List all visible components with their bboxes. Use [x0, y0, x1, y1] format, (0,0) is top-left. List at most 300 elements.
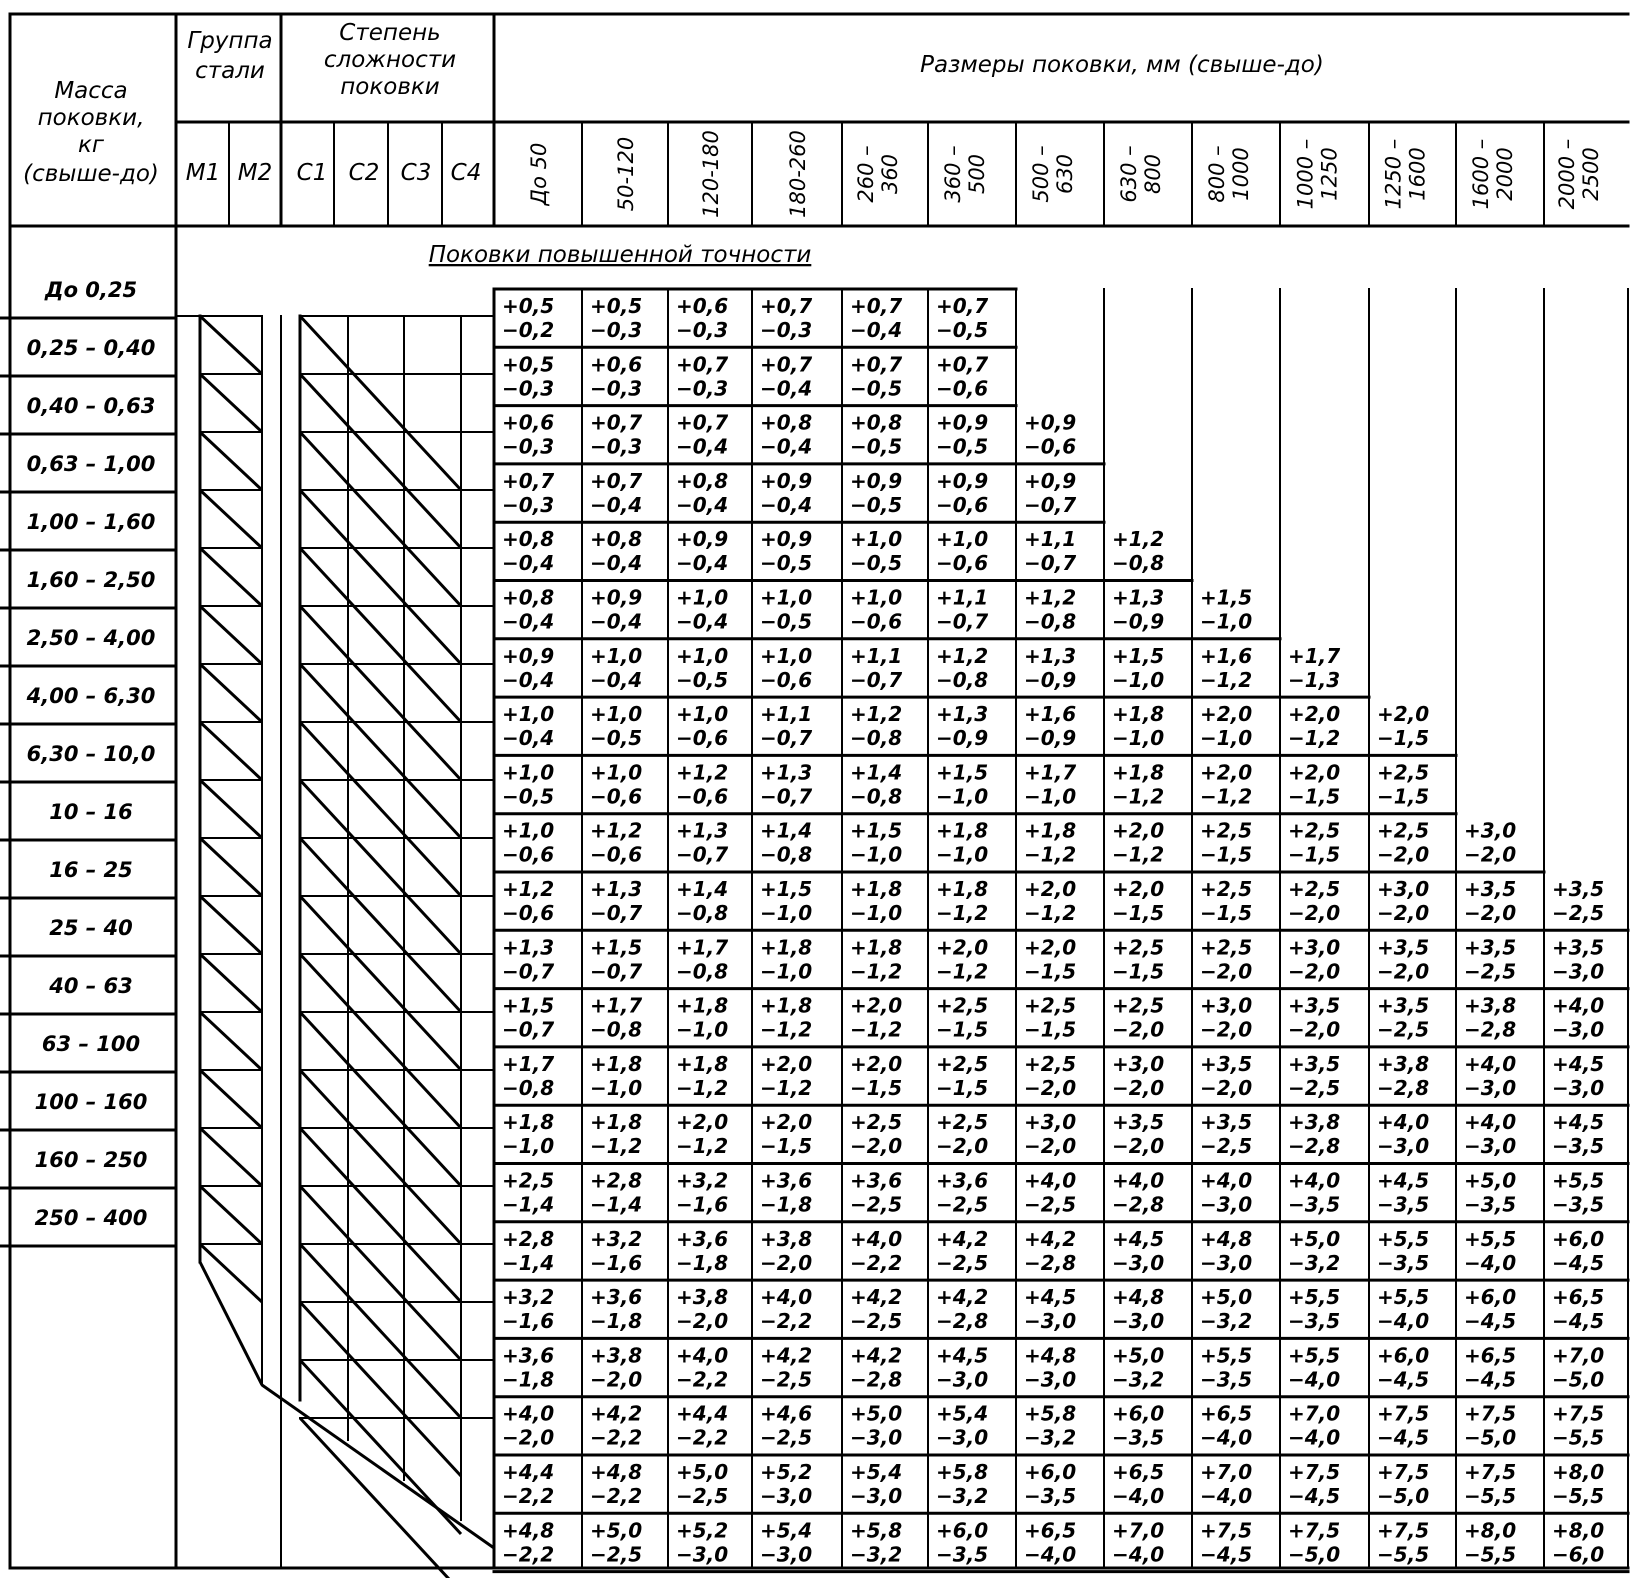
tolerance-cell	[1112, 1518, 1164, 1566]
complexity-diagonal	[300, 722, 461, 896]
tolerance-cell	[1200, 1285, 1252, 1333]
tolerance-upper: +7,0	[1112, 1518, 1165, 1543]
tolerance-lower: −0,3	[760, 318, 813, 342]
tolerance-lower: −3,0	[1464, 1134, 1517, 1159]
steel-group-diagonal	[200, 1070, 262, 1128]
tolerance-cell	[590, 760, 642, 808]
tolerance-upper: +6,5	[1552, 1285, 1605, 1310]
tolerance-cell	[1288, 935, 1340, 983]
tolerance-cell	[1112, 702, 1164, 750]
tolerance-upper: +7,5	[1200, 1518, 1253, 1543]
tolerance-cell	[1464, 1402, 1516, 1450]
tolerance-upper: +5,0	[1464, 1168, 1517, 1193]
complexity-diagonal	[300, 316, 461, 490]
tolerance-upper: +7,5	[1288, 1518, 1341, 1543]
tolerance-cell	[760, 644, 812, 692]
tolerance-upper: +5,5	[1288, 1285, 1341, 1310]
tolerance-upper: +2,5	[1200, 877, 1253, 901]
tolerance-lower: −3,5	[1288, 1192, 1341, 1217]
tolerance-lower: −2,8	[1112, 1192, 1165, 1217]
tolerance-cell	[676, 352, 728, 400]
complexity-diagonal	[300, 606, 461, 780]
tolerance-cell	[590, 1402, 642, 1450]
tolerance-upper: +6,5	[1112, 1460, 1165, 1484]
tolerance-upper: +0,5	[502, 352, 555, 377]
tolerance-lower: −2,0	[1288, 1017, 1341, 1042]
tolerance-lower: −1,2	[850, 1017, 903, 1042]
tolerance-lower: −1,5	[936, 1017, 989, 1042]
tolerance-upper: +0,6	[590, 352, 643, 377]
tolerance-cell	[590, 294, 642, 342]
tolerance-cell	[1024, 644, 1076, 692]
tolerance-lower: −2,0	[1377, 842, 1430, 867]
tolerance-lower: −2,8	[1377, 1075, 1430, 1100]
tolerance-cell	[590, 1343, 642, 1391]
tolerance-cell	[502, 411, 554, 459]
complexity-diagonal	[300, 432, 461, 606]
tolerance-upper: +1,2	[676, 760, 729, 785]
mass-range-label: 2,50 – 4,00	[26, 626, 156, 650]
tolerance-cell	[1200, 819, 1252, 867]
mass-range-label: 160 – 250	[34, 1148, 148, 1172]
steel-group-diagonal	[200, 1128, 262, 1186]
tolerance-cell	[590, 935, 642, 983]
tolerance-upper: +1,4	[850, 760, 903, 785]
tolerance-upper: +1,0	[502, 702, 555, 727]
tolerance-upper: +4,0	[1288, 1168, 1341, 1193]
tolerance-lower: −2,8	[1464, 1017, 1517, 1042]
tolerance-lower: −5,5	[1464, 1484, 1517, 1508]
tolerance-lower: −0,4	[590, 492, 643, 517]
tolerance-lower: −0,4	[850, 318, 903, 342]
tolerance-lower: −0,5	[936, 434, 989, 459]
tolerance-cell	[502, 586, 554, 634]
tolerance-upper: +6,0	[936, 1518, 989, 1543]
tolerance-lower: −2,5	[1464, 959, 1517, 984]
tolerance-cell	[1377, 877, 1429, 925]
tolerance-upper: +2,0	[1377, 702, 1430, 727]
tolerance-upper: +3,5	[1464, 935, 1517, 960]
tolerance-lower: −0,7	[1024, 492, 1077, 517]
tolerance-upper: +0,8	[590, 527, 643, 552]
complexity-diagonal	[300, 896, 461, 1070]
tolerance-cell	[936, 586, 988, 634]
tolerance-upper: +1,1	[850, 643, 903, 668]
tolerance-upper: +1,0	[676, 702, 729, 727]
tolerance-lower: −1,5	[1112, 959, 1165, 984]
tolerance-upper: +3,2	[502, 1285, 555, 1310]
tolerance-cell	[1377, 1227, 1429, 1275]
tolerance-upper: +1,8	[1112, 760, 1165, 785]
tolerance-cell	[850, 1169, 902, 1217]
steel-group-diagonal	[200, 664, 262, 722]
tolerance-upper: +1,8	[502, 1110, 555, 1135]
tolerance-upper: +1,2	[1024, 585, 1077, 610]
tolerance-lower: −5,5	[1552, 1484, 1605, 1508]
steel-group-diagonal	[200, 838, 262, 896]
tolerance-upper: +4,4	[502, 1460, 555, 1484]
tolerance-lower: −0,9	[936, 726, 989, 751]
tolerance-upper: +3,8	[760, 1226, 813, 1251]
tolerance-cell	[760, 1285, 812, 1333]
tolerance-lower: −5,5	[1377, 1542, 1430, 1567]
size-column-label: 1250 –	[1381, 138, 1406, 210]
tolerance-upper: +5,5	[1377, 1226, 1430, 1251]
tolerance-upper: +0,7	[590, 468, 643, 493]
tolerance-cell	[502, 1402, 554, 1450]
tolerance-upper: +0,9	[676, 527, 729, 552]
tolerance-cell	[760, 469, 812, 517]
tolerance-cell	[1112, 819, 1164, 867]
tolerance-lower: −0,3	[502, 492, 555, 517]
tolerance-cell	[1377, 935, 1429, 983]
tolerance-lower: −4,5	[1377, 1425, 1430, 1450]
tolerance-cell	[1377, 760, 1429, 808]
tolerance-upper: +0,7	[590, 410, 643, 435]
tolerance-lower: −2,0	[1377, 901, 1430, 925]
tolerance-upper: +1,7	[676, 935, 729, 960]
tolerance-upper: +7,5	[1377, 1401, 1430, 1426]
tolerance-upper: +2,5	[850, 1110, 903, 1135]
tolerance-cell	[1377, 994, 1429, 1042]
tolerance-upper: +1,8	[1024, 818, 1077, 843]
tolerance-upper: +5,0	[850, 1401, 903, 1426]
tolerance-cell	[1288, 1110, 1340, 1158]
tolerance-upper: +0,9	[760, 527, 813, 552]
tolerance-lower: −4,0	[1377, 1309, 1430, 1334]
tolerance-cell	[936, 1110, 988, 1158]
tolerance-upper: +1,4	[760, 818, 813, 843]
tolerance-cell	[676, 760, 728, 808]
tolerance-lower: −0,7	[850, 667, 903, 692]
complexity-c3: С3	[400, 160, 432, 186]
tolerance-upper: +1,1	[936, 585, 989, 610]
tolerance-cell	[850, 935, 902, 983]
tolerance-lower: −3,5	[1377, 1192, 1430, 1217]
tolerance-lower: −0,6	[676, 784, 729, 809]
size-column-label: 500 –	[1029, 145, 1053, 203]
tolerance-lower: −1,2	[590, 1134, 643, 1159]
tolerance-lower: −4,0	[1112, 1484, 1165, 1508]
tolerance-lower: −1,6	[676, 1192, 729, 1217]
tolerance-lower: −3,0	[1464, 1075, 1517, 1100]
tolerance-cell	[502, 1518, 554, 1566]
tolerance-cell	[936, 527, 988, 575]
tolerance-upper: +0,7	[760, 352, 813, 377]
tolerance-upper: +4,6	[760, 1401, 813, 1426]
tolerance-cell	[1288, 1518, 1340, 1566]
steel-group-diagonal	[200, 1012, 262, 1070]
tolerance-lower: −5,0	[1288, 1542, 1341, 1567]
tolerance-lower: −0,5	[676, 667, 729, 692]
tolerance-upper: +1,2	[936, 643, 989, 668]
tolerance-cell	[936, 877, 988, 925]
tolerance-lower: −2,0	[1200, 1017, 1253, 1042]
mass-range-label: 63 – 100	[41, 1032, 141, 1056]
tolerance-lower: −0,4	[590, 609, 643, 634]
tolerance-cell	[676, 469, 728, 517]
mass-range-label: 1,00 – 1,60	[26, 510, 156, 534]
tolerance-cell	[502, 877, 554, 925]
tolerance-upper: +2,8	[590, 1168, 643, 1193]
tolerance-cell	[676, 1169, 728, 1217]
tolerance-cell	[1024, 760, 1076, 808]
tolerance-cell	[502, 1110, 554, 1158]
tolerance-cell	[1200, 1052, 1252, 1100]
tolerance-upper: +5,4	[936, 1401, 989, 1426]
tolerance-upper: +5,0	[676, 1460, 729, 1484]
tolerance-cell	[936, 1343, 988, 1391]
tolerance-upper: +1,8	[590, 1110, 643, 1135]
tolerance-lower: −4,0	[1200, 1425, 1253, 1450]
tolerance-upper: +4,2	[850, 1285, 903, 1310]
tolerance-upper: +0,7	[502, 468, 555, 493]
tolerance-lower: −0,4	[590, 551, 643, 576]
tolerance-lower: −2,0	[1024, 1134, 1077, 1159]
tolerance-lower: −1,8	[502, 1367, 555, 1392]
tolerance-upper: +2,5	[1024, 1051, 1077, 1076]
tolerance-cell	[1024, 1285, 1076, 1333]
tolerance-lower: −1,2	[760, 1017, 813, 1042]
tolerance-lower: −4,5	[1552, 1309, 1605, 1334]
tolerance-lower: −0,3	[590, 434, 643, 459]
tolerance-upper: +1,7	[590, 993, 643, 1018]
tolerance-cell	[502, 1460, 554, 1508]
tolerance-upper: +4,5	[1377, 1168, 1430, 1193]
mass-range-label: 16 – 25	[49, 858, 133, 882]
complexity-title-line-3: поковки	[340, 74, 440, 100]
tolerance-lower: −1,2	[760, 1075, 813, 1100]
tolerance-lower: −2,0	[1464, 842, 1517, 867]
tolerance-lower: −0,7	[760, 784, 813, 809]
tolerance-upper: +1,8	[936, 818, 989, 843]
tolerance-cell	[1288, 994, 1340, 1042]
tolerance-upper: +2,5	[502, 1168, 555, 1193]
tolerance-cell	[1552, 1052, 1604, 1100]
tolerance-cell	[590, 469, 642, 517]
tolerance-lower: −3,5	[1552, 1134, 1605, 1159]
mass-title-line-3: кг	[78, 132, 104, 158]
tolerance-lower: −0,5	[760, 609, 813, 634]
tolerance-lower: −0,4	[590, 667, 643, 692]
tolerance-upper: +2,5	[1377, 760, 1430, 785]
tolerance-lower: −1,0	[936, 842, 989, 867]
tolerance-cell	[1377, 1110, 1429, 1158]
tolerance-cell	[936, 411, 988, 459]
tolerance-lower: −4,5	[1464, 1367, 1517, 1392]
tolerance-cell	[590, 1052, 642, 1100]
nomogram-tail	[262, 1385, 494, 1548]
mass-title-line-2: поковки,	[37, 105, 145, 131]
tolerance-cell	[1200, 1110, 1252, 1158]
tolerance-lower: −1,2	[1024, 842, 1077, 867]
complexity-diagonal	[300, 1244, 461, 1418]
tolerance-cell	[850, 1460, 902, 1508]
tolerance-upper: +4,5	[1024, 1285, 1077, 1310]
tolerance-upper: +0,5	[590, 294, 643, 318]
tolerance-upper: +3,8	[676, 1285, 729, 1310]
tolerance-upper: +4,0	[1377, 1110, 1430, 1135]
tolerance-cell	[1464, 877, 1516, 925]
tolerance-lower: −0,3	[676, 376, 729, 401]
tolerance-lower: −0,6	[760, 667, 813, 692]
tolerance-upper: +1,0	[590, 643, 643, 668]
tolerance-lower: −4,5	[1464, 1309, 1517, 1334]
tolerance-cell	[1112, 1343, 1164, 1391]
tolerance-upper: +2,0	[1288, 760, 1341, 785]
mass-range-labels	[26, 278, 156, 1230]
tolerance-cell	[850, 469, 902, 517]
tolerance-cell	[760, 586, 812, 634]
tolerance-lower: −4,5	[1552, 1250, 1605, 1275]
mass-range-label: 6,30 – 10,0	[26, 742, 156, 766]
tolerance-lower: −0,6	[590, 784, 643, 809]
tolerance-lower: −2,0	[502, 1425, 555, 1450]
tolerance-cell	[850, 1227, 902, 1275]
tolerance-lower: −1,2	[676, 1075, 729, 1100]
size-column-label: 500	[965, 153, 989, 195]
tolerance-upper: +4,2	[936, 1285, 989, 1310]
tolerance-lower: −0,3	[502, 376, 555, 401]
tolerance-cell	[850, 760, 902, 808]
tolerance-cell	[590, 1169, 642, 1217]
tolerance-upper: +5,0	[590, 1518, 643, 1543]
size-column-label: 1000	[1229, 147, 1253, 201]
tolerance-lower: −0,4	[676, 551, 729, 576]
tolerance-cell	[502, 1285, 554, 1333]
tolerance-upper: +1,3	[590, 877, 643, 901]
size-column-label: 260 –	[854, 145, 878, 203]
tolerance-upper: +1,5	[502, 993, 555, 1018]
tolerance-upper: +4,0	[1024, 1168, 1077, 1193]
steel-group-m1: М1	[185, 160, 221, 186]
tolerance-cell	[1552, 1169, 1604, 1217]
tolerance-cell	[760, 1402, 812, 1450]
tolerance-cell	[676, 1052, 728, 1100]
tolerance-upper: +1,7	[502, 1051, 555, 1076]
size-column-label: 800 –	[1205, 145, 1229, 203]
tolerance-cell	[1200, 644, 1252, 692]
tolerance-cell	[760, 1460, 812, 1508]
tolerance-cell	[760, 1518, 812, 1566]
tolerance-lower: −2,2	[850, 1250, 903, 1275]
tolerance-lower: −3,0	[760, 1484, 813, 1508]
tolerance-cell	[936, 1402, 988, 1450]
tolerance-upper: +3,0	[1288, 935, 1341, 960]
tolerance-lower: −0,5	[850, 551, 903, 576]
steel-group-diagonal	[200, 780, 262, 838]
tolerance-upper: +0,7	[850, 352, 903, 377]
tolerance-upper: +4,8	[590, 1460, 643, 1484]
tolerance-upper: +2,0	[850, 993, 903, 1018]
steel-group-m2: М2	[237, 160, 273, 186]
tolerance-upper: +1,2	[590, 818, 643, 843]
tolerance-cell	[590, 819, 642, 867]
tolerance-upper: +8,0	[1552, 1460, 1605, 1484]
tolerance-lower: −5,0	[1464, 1425, 1517, 1450]
tolerance-lower: −1,0	[590, 1075, 643, 1100]
tolerance-upper: +3,2	[676, 1168, 729, 1193]
tolerance-upper: +2,0	[1288, 702, 1341, 727]
tolerance-cell	[502, 994, 554, 1042]
tolerance-upper: +0,9	[1024, 410, 1077, 435]
tolerance-cell	[936, 702, 988, 750]
size-column-label: 2500	[1579, 147, 1603, 201]
tolerance-cell	[936, 1227, 988, 1275]
tolerance-lower: −4,5	[1288, 1484, 1341, 1508]
tolerance-lower: −2,0	[1200, 959, 1253, 984]
tolerance-lower: −2,5	[936, 1250, 989, 1275]
tolerance-upper: +7,0	[1200, 1460, 1253, 1484]
tolerance-cell	[1200, 877, 1252, 925]
tolerance-cell	[850, 352, 902, 400]
mass-range-label: 25 – 40	[49, 916, 133, 940]
tolerance-cell	[590, 1518, 642, 1566]
tolerance-upper: +5,5	[1200, 1343, 1253, 1368]
tolerance-cell	[590, 586, 642, 634]
tolerance-lower: −3,0	[1112, 1309, 1165, 1334]
tolerance-lower: −0,8	[1024, 609, 1077, 634]
tolerance-cell	[676, 586, 728, 634]
tolerance-cell	[1112, 527, 1164, 575]
tolerance-cell	[850, 527, 902, 575]
tolerance-upper: +2,5	[1288, 877, 1341, 901]
tolerance-cell	[590, 352, 642, 400]
tolerance-upper: +4,2	[850, 1343, 903, 1368]
tolerance-upper: +8,0	[1464, 1518, 1517, 1543]
tolerance-cell	[676, 1343, 728, 1391]
tolerance-cell	[676, 1460, 728, 1508]
tolerance-cell	[1288, 644, 1340, 692]
tolerance-cell	[1200, 935, 1252, 983]
tolerance-lower: −3,0	[1552, 1017, 1605, 1042]
tolerance-cell	[936, 994, 988, 1042]
tolerance-upper: +1,5	[590, 935, 643, 960]
tolerance-lower: −4,5	[1200, 1542, 1253, 1567]
tolerance-cell	[502, 1052, 554, 1100]
tolerance-lower: −0,4	[502, 551, 555, 576]
mass-range-label: 10 – 16	[49, 800, 133, 824]
tolerance-upper: +1,8	[590, 1051, 643, 1076]
tolerance-upper: +3,8	[1377, 1051, 1430, 1076]
tolerance-lower: −0,6	[850, 609, 903, 634]
tolerance-lower: −3,0	[1024, 1309, 1077, 1334]
tolerance-lower: −2,5	[1024, 1192, 1077, 1217]
tolerance-cell	[1024, 1460, 1076, 1508]
tolerance-lower: −4,0	[1112, 1542, 1165, 1567]
tolerance-cell	[1552, 1518, 1604, 1566]
tolerance-lower: −0,7	[760, 726, 813, 751]
tolerance-lower: −3,0	[676, 1542, 729, 1567]
size-column-label: 2000	[1493, 147, 1517, 201]
tolerance-lower: −3,0	[1552, 959, 1605, 984]
tolerance-cell	[1112, 1460, 1164, 1508]
tolerance-lower: −1,5	[1377, 784, 1430, 809]
tolerance-upper: +1,5	[850, 818, 903, 843]
tolerance-lower: −0,5	[590, 726, 643, 751]
steel-group-diagonal	[200, 606, 262, 664]
tolerance-lower: −0,9	[1112, 609, 1165, 634]
tolerance-upper: +7,5	[1464, 1401, 1517, 1426]
tolerance-cell	[1112, 644, 1164, 692]
tolerance-cell	[850, 819, 902, 867]
tolerance-lower: −0,6	[502, 901, 555, 925]
tolerance-upper: +2,0	[1112, 818, 1165, 843]
tolerance-cell	[760, 1110, 812, 1158]
tolerance-cell	[850, 994, 902, 1042]
tolerance-lower: −2,0	[850, 1134, 903, 1159]
tolerance-lower: −3,5	[1377, 1250, 1430, 1275]
